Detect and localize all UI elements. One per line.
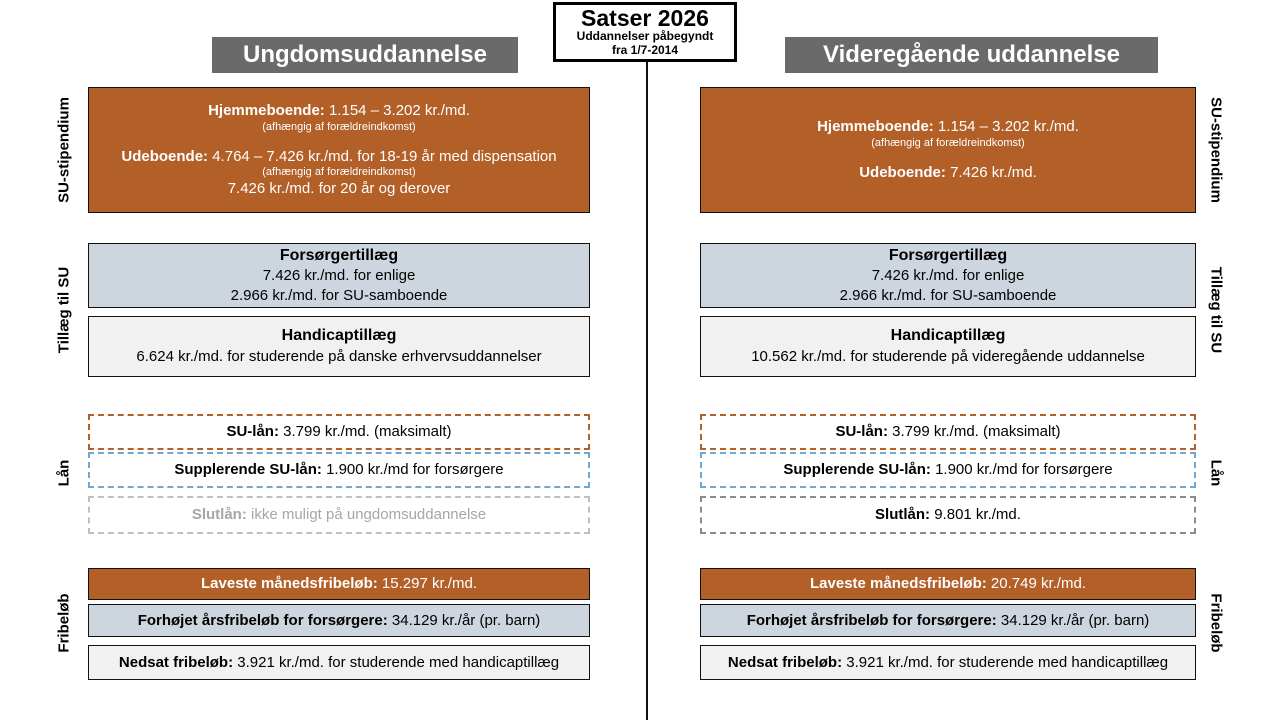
right-forhoejet-fribeloeb-line	[747, 611, 1150, 631]
title-subtitle-line2: fra 1/7-2014	[611, 43, 679, 58]
right-laveste-fribeloeb-box	[700, 568, 1196, 600]
left-slutlaan-label: Slutlån:	[191, 506, 247, 524]
right-handicaptillaeg-box	[700, 316, 1196, 377]
left-supplerende-laan-line	[174, 460, 503, 480]
left-handicaptillaeg-line: 6.624 kr./md. for studerende på danske erhvervsuddannelser	[136, 348, 542, 366]
left-handicaptillaeg-title: Handicaptillæg	[281, 327, 397, 345]
title-box	[553, 2, 737, 62]
right-slutlaan-label: Slutlån:	[875, 506, 931, 524]
right-supplerende-laan-label: Supplerende SU-lån:	[783, 461, 931, 479]
right-su-laan-line	[835, 422, 1060, 442]
right-supplerende-laan-value: 1.900 kr./md for forsørgere	[935, 461, 1113, 479]
left-supplerende-laan-box	[88, 452, 590, 488]
right-laveste-fribeloeb-value: 20.749 kr./md.	[990, 575, 1086, 593]
left-laveste-fribeloeb-box	[88, 568, 590, 600]
left-laveste-fribeloeb-line	[201, 574, 477, 594]
right-su-laan-box	[700, 414, 1196, 450]
left-hjemmeboende-label: Hjemmeboende:	[208, 102, 325, 120]
left-side-label-laan: Lån	[55, 459, 73, 487]
left-slutlaan-value: ikke muligt på ungdomsuddannelse	[251, 506, 487, 524]
left-udeboende-line	[121, 147, 556, 167]
center-divider	[646, 62, 648, 720]
left-laveste-fribeloeb-value: 15.297 kr./md.	[381, 575, 477, 593]
right-su-laan-label: SU-lån:	[835, 423, 888, 441]
left-forsoergertillaeg-box	[88, 243, 590, 308]
left-laveste-fribeloeb-label: Laveste månedsfribeløb:	[201, 575, 378, 593]
left-handicaptillaeg-box	[88, 316, 590, 377]
left-forhoejet-fribeloeb-line	[138, 611, 541, 631]
left-udeboende-label: Udeboende:	[121, 147, 209, 165]
left-nedsat-fribeloeb-box	[88, 645, 590, 680]
left-forsoergertillaeg-title: Forsørgertillæg	[279, 246, 399, 264]
left-forhoejet-fribeloeb-value: 34.129 kr./år (pr. barn)	[391, 611, 541, 629]
right-forsoergertillaeg-line1: 7.426 kr./md. for enlige	[871, 267, 1025, 285]
left-hjemmeboende-value: 1.154 – 3.202 kr./md.	[328, 102, 470, 120]
left-su-laan-line	[226, 422, 451, 442]
left-slutlaan-line	[192, 505, 486, 525]
right-supplerende-laan-line	[783, 460, 1112, 480]
right-nedsat-fribeloeb-label: Nedsat fribeløb:	[727, 653, 843, 671]
right-laveste-fribeloeb-label: Laveste månedsfribeløb:	[810, 575, 987, 593]
right-slutlaan-line	[875, 505, 1021, 525]
right-forsoergertillaeg-title: Forsørgertillæg	[888, 246, 1008, 264]
right-handicaptillaeg-title: Handicaptillæg	[890, 327, 1006, 345]
left-supplerende-laan-value: 1.900 kr./md for forsørgere	[326, 461, 504, 479]
left-udeboende-value: 4.764 – 7.426 kr./md. for 18-19 år med dispensation	[212, 147, 557, 165]
left-side-label-su-stipendium: SU-stipendium	[55, 97, 73, 203]
left-nedsat-fribeloeb-value: 3.921 kr./md. for studerende med handicaptillæg	[237, 653, 560, 671]
left-forsoergertillaeg-line1: 7.426 kr./md. for enlige	[262, 267, 416, 285]
right-su-stipendium-box	[700, 87, 1196, 213]
right-udeboende-label: Udeboende:	[859, 164, 946, 182]
right-forhoejet-fribeloeb-value: 34.129 kr./år (pr. barn)	[1000, 611, 1150, 629]
right-hjemmeboende-line	[817, 117, 1079, 137]
left-forhoejet-fribeloeb-label: Forhøjet årsfribeløb for forsørgere:	[137, 611, 388, 629]
left-column-header: Ungdomsuddannelse	[212, 37, 518, 73]
left-nedsat-fribeloeb-label: Nedsat fribeløb:	[118, 653, 234, 671]
left-su-laan-label: SU-lån:	[226, 423, 279, 441]
left-su-laan-box	[88, 414, 590, 450]
left-nedsat-fribeloeb-line	[119, 653, 559, 673]
right-hjemmeboende-label: Hjemmeboende:	[817, 118, 934, 136]
right-slutlaan-value: 9.801 kr./md.	[934, 506, 1021, 524]
right-side-label-laan: Lån	[1207, 459, 1225, 487]
left-udeboende-note: (afhængig af forældreindkomst)	[262, 166, 416, 179]
left-forhoejet-fribeloeb-box	[88, 604, 590, 637]
right-hjemmeboende-note: (afhængig af forældreindkomst)	[871, 136, 1025, 149]
right-udeboende-line	[859, 163, 1037, 183]
right-nedsat-fribeloeb-box	[700, 645, 1196, 680]
right-side-label-fribeloeb: Fribeløb	[1207, 593, 1225, 653]
left-udeboende-extra: 7.426 kr./md. for 20 år og derover	[227, 180, 451, 198]
right-su-laan-value: 3.799 kr./md. (maksimalt)	[892, 423, 1061, 441]
right-forsoergertillaeg-box	[700, 243, 1196, 308]
right-forsoergertillaeg-line2: 2.966 kr./md. for SU-samboende	[839, 286, 1057, 304]
left-forsoergertillaeg-line2: 2.966 kr./md. for SU-samboende	[230, 286, 448, 304]
right-slutlaan-box	[700, 496, 1196, 534]
right-side-label-su-stipendium: SU-stipendium	[1207, 97, 1225, 203]
right-hjemmeboende-value: 1.154 – 3.202 kr./md.	[937, 118, 1079, 136]
right-laveste-fribeloeb-line	[810, 574, 1086, 594]
left-side-label-tillaeg: Tillæg til SU	[55, 266, 73, 354]
left-supplerende-laan-label: Supplerende SU-lån:	[174, 461, 322, 479]
left-slutlaan-box	[88, 496, 590, 534]
left-side-label-fribeloeb: Fribeløb	[55, 593, 73, 653]
right-nedsat-fribeloeb-line	[728, 653, 1168, 673]
left-hjemmeboende-line	[208, 101, 470, 121]
right-side-label-tillaeg: Tillæg til SU	[1207, 266, 1225, 354]
right-handicaptillaeg-line: 10.562 kr./md. for studerende på videregående uddannelse	[751, 348, 1145, 366]
left-su-laan-value: 3.799 kr./md. (maksimalt)	[283, 423, 452, 441]
page-title: Satser 2026	[581, 5, 709, 32]
right-udeboende-value: 7.426 kr./md.	[950, 164, 1037, 182]
right-supplerende-laan-box	[700, 452, 1196, 488]
left-su-stipendium-box	[88, 87, 590, 213]
right-forhoejet-fribeloeb-label: Forhøjet årsfribeløb for forsørgere:	[746, 611, 997, 629]
left-hjemmeboende-note: (afhængig af forældreindkomst)	[262, 120, 416, 133]
title-subtitle-line1: Uddannelser påbegyndt	[576, 29, 714, 44]
right-column-header: Videregående uddannelse	[785, 37, 1158, 73]
right-forhoejet-fribeloeb-box	[700, 604, 1196, 637]
right-nedsat-fribeloeb-value: 3.921 kr./md. for studerende med handicaptillæg	[846, 653, 1169, 671]
